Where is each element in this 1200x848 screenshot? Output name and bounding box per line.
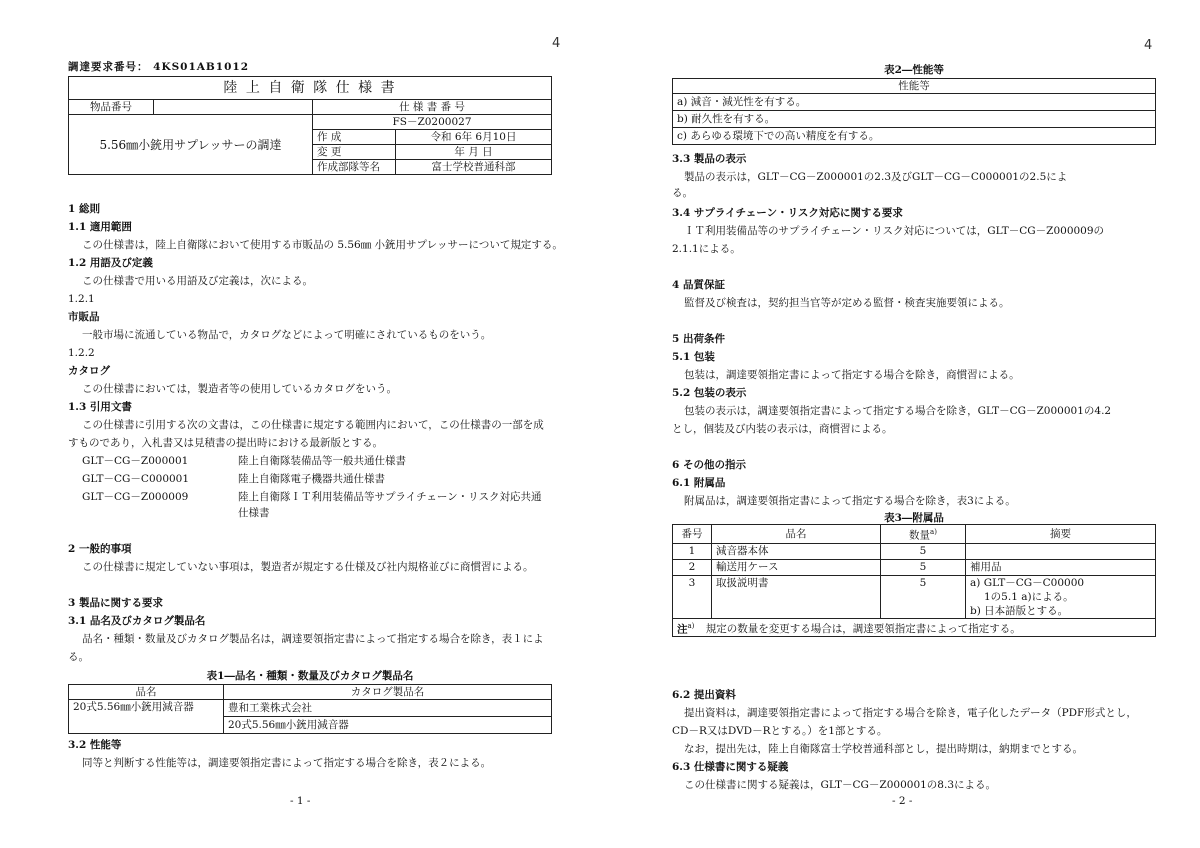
table-3-col-note: 摘要 xyxy=(966,525,1156,544)
dept-label: 作成部隊等名 xyxy=(313,160,396,175)
dept-name: 富士学校普通科部 xyxy=(396,160,552,175)
table-3-row-note xyxy=(966,543,1156,559)
table-3-row-no: 2 xyxy=(673,559,712,575)
section-2-heading: 2 一般的事項 xyxy=(68,543,132,555)
table-3-row-name: 輸送用ケース xyxy=(712,559,881,575)
reference-name: 陸上自衛隊電子機器共通仕様書 xyxy=(238,473,385,485)
section-3-2-text: 同等と判断する性能等は，調達要領指定書によって指定する場合を除き，表２による。 xyxy=(82,757,492,769)
changed-label: 変 更 xyxy=(313,145,396,160)
table-3-col-qty-label: 数量 xyxy=(909,529,931,542)
table-1 xyxy=(68,684,552,734)
section-1-1-heading: 1.1 適用範囲 xyxy=(68,221,132,233)
section-3-4-text-1: ＩＴ利用装備品等のサプライチェーン・リスク対応については，GLT－CG－Z000009の xyxy=(684,225,1105,237)
item-number-value xyxy=(154,100,313,115)
handwritten-page-mark: 4 xyxy=(552,36,561,51)
spec-title: 陸 上 自 衛 隊 仕 様 書 xyxy=(69,77,552,100)
section-6-2-text-1: 提出資料は，調達要領指定書によって指定する場合を除き，電子化したデータ（PDF形式とし， xyxy=(684,707,1137,719)
table-3-row-no: 3 xyxy=(673,575,712,618)
reference-name: 陸上自衛隊ＩＴ利用装備品等サプライチェーン・リスク対応共通 xyxy=(238,491,542,503)
section-6-2-text-3: なお，提出先は，陸上自衛隊富士学校普通科部とし，提出時期は，納期までとする。 xyxy=(684,743,1083,755)
table-3-col-qty-mark: a) xyxy=(930,528,937,536)
term-commercial-item-text: 一般市場に流通している物品で，カタログなどによって明確にされているものをいう。 xyxy=(82,329,492,341)
reference-code: GLT－CG－Z000001 xyxy=(82,455,189,467)
table-1-caption: 表1―品名・種類・数量及びカタログ製品名 xyxy=(206,670,414,682)
table-3-row-qty: 5 xyxy=(881,575,966,618)
table-3-footnote xyxy=(673,618,1156,637)
table-2-caption: 表2―性能等 xyxy=(884,64,944,76)
section-3-4-heading: 3.4 サプライチェーン・リスク対応に関する要求 xyxy=(672,207,903,219)
table-3-col-no: 番号 xyxy=(673,525,712,544)
reference-name-continued: 仕様書 xyxy=(238,507,270,519)
section-3-3-heading: 3.3 製品の表示 xyxy=(672,153,747,165)
section-5-1-text: 包装は，調達要領指定書によって指定する場合を除き，商慣習による。 xyxy=(684,369,1020,381)
handwritten-page-mark: 4 xyxy=(1144,38,1153,53)
table-3-row-no: 1 xyxy=(673,543,712,559)
reference-code: GLT－CG－Z000009 xyxy=(82,491,189,503)
section-1-1-text: この仕様書は，陸上自衛隊において使用する市販品の 5.56㎜ 小銃用サプレッサーについて規定する。 xyxy=(82,239,563,251)
section-6-1-text: 附属品は，調達要領指定書によって指定する場合を除き，表3による。 xyxy=(684,495,1016,507)
table-3-footnote-text: 規定の数量を変更する場合は，調達要領指定書によって指定する。 xyxy=(705,623,1021,635)
section-5-2-text-1: 包装の表示は，調達要領指定書によって指定する場合を除き，GLT－CG－Z000001の4.2 xyxy=(684,405,1112,417)
procurement-number: 調達要求番号： 4KS01AB1012 xyxy=(68,61,250,73)
reference-name: 陸上自衛隊装備品等一般共通仕様書 xyxy=(238,455,406,467)
section-3-heading: 3 製品に関する要求 xyxy=(68,597,163,609)
created-date: 令和 6年 6月10日 xyxy=(396,130,552,145)
table-3-note-line: 1の5.1 a)による。 xyxy=(984,590,1074,603)
reference-code: GLT－CG－C000001 xyxy=(82,473,190,485)
table-1-col-item: 品名 xyxy=(69,685,224,700)
section-3-3-text: 製品の表示は，GLT－CG－Z000001の2.3及びGLT－CG－C000001の2.5によ xyxy=(684,171,1068,183)
section-1-3-text-2: すものであり，入札書又は見積書の提出時における最新版とする。 xyxy=(68,437,383,449)
page-2 xyxy=(600,0,1200,848)
section-6-3-heading: 6.3 仕様書に関する疑義 xyxy=(672,761,789,773)
section-6-3-text: この仕様書に関する疑義は，GLT－CG－Z000001の8.3による。 xyxy=(684,779,997,791)
table-3-col-name: 品名 xyxy=(712,525,881,544)
section-1-3-text-1: この仕様書に引用する次の文書は，この仕様書に規定する範囲内において，この仕様書の一部を成 xyxy=(82,419,544,431)
section-5-2-text-2: とし，個装及び内装の表示は，商慣習による。 xyxy=(672,423,893,435)
section-5-heading: 5 出荷条件 xyxy=(672,333,725,345)
table-3-note-line: a) GLT－CG－C00000 xyxy=(970,576,1085,589)
table-3-footnote-mark: a) xyxy=(687,621,695,630)
table-3-row-name: 取扱説明書 xyxy=(712,575,881,618)
table-1-col-catalog: カタログ製品名 xyxy=(224,685,552,700)
section-1-2-1-number: 1.2.1 xyxy=(68,293,95,305)
term-catalog-text: この仕様書においては，製造者等の使用しているカタログをいう。 xyxy=(82,383,397,395)
spec-number: FS－Z0200027 xyxy=(313,115,552,130)
table-3-row-qty: 5 xyxy=(881,543,966,559)
table-3-row-name: 減音器本体 xyxy=(712,543,881,559)
table-3-row-note: 補用品 xyxy=(966,559,1156,575)
item-name: 5.56㎜小銃用サプレッサーの調達 xyxy=(69,115,313,175)
section-3-1-text-2: る。 xyxy=(68,651,89,663)
table-3-col-qty xyxy=(881,525,966,544)
table-3 xyxy=(672,524,1156,637)
section-1-3-heading: 1.3 引用文書 xyxy=(68,401,132,413)
section-1-2-2-number: 1.2.2 xyxy=(68,347,95,359)
section-1-heading: 1 総則 xyxy=(68,203,100,215)
table-2-header: 性能等 xyxy=(673,79,1156,94)
section-6-heading: 6 その他の指示 xyxy=(672,459,746,471)
table-2 xyxy=(672,78,1156,145)
section-6-1-heading: 6.1 附属品 xyxy=(672,477,726,489)
table-3-row-qty: 5 xyxy=(881,559,966,575)
table-1-maker: 豊和工業株式会社 xyxy=(224,700,552,717)
table-2-row: a) 減音・減光性を有する。 xyxy=(673,94,1156,111)
section-3-1-heading: 3.1 品名及びカタログ製品名 xyxy=(68,615,206,627)
page-number: - 1 - xyxy=(290,795,311,807)
table-3-note-line: b) 日本語版とする。 xyxy=(970,604,1069,617)
spec-header-table xyxy=(68,76,552,175)
table-3-row-note xyxy=(966,575,1156,618)
section-5-2-heading: 5.2 包装の表示 xyxy=(672,387,747,399)
spec-number-label: 仕 様 書 番 号 xyxy=(313,100,552,115)
section-6-2-heading: 6.2 提出資料 xyxy=(672,689,736,701)
term-commercial-item: 市販品 xyxy=(68,311,100,323)
section-2-text: この仕様書に規定していない事項は，製造者が規定する仕様及び社内規格並びに商慣習による。 xyxy=(82,561,534,573)
table-3-caption: 表3―附属品 xyxy=(884,512,944,524)
section-5-1-heading: 5.1 包装 xyxy=(672,351,715,363)
section-3-4-text-2: 2.1.1による。 xyxy=(672,243,741,255)
page-number: - 2 - xyxy=(892,795,913,807)
section-6-2-text-2: CD－R又はDVD－Rとする。）を1部とする。 xyxy=(672,725,888,737)
table-1-item-name: 20式5.56㎜小銃用減音器 xyxy=(69,700,224,734)
term-catalog: カタログ xyxy=(68,365,110,377)
item-number-label: 物品番号 xyxy=(69,100,154,115)
table-3-footnote-label: 注 xyxy=(677,623,688,635)
section-1-2-text: この仕様書で用いる用語及び定義は，次による。 xyxy=(82,275,313,287)
table-2-row: c) あらゆる環境下での高い精度を有する。 xyxy=(673,128,1156,145)
created-label: 作 成 xyxy=(313,130,396,145)
section-3-1-text-1: 品名・種類・数量及びカタログ製品名は，調達要領指定書によって指定する場合を除き，表１によ xyxy=(82,633,544,645)
section-4-heading: 4 品質保証 xyxy=(672,279,725,291)
changed-date: 年 月 日 xyxy=(396,145,552,160)
section-4-text: 監督及び検査は，契約担当官等が定める監督・検査実施要領による。 xyxy=(684,297,1010,309)
section-3-3-text-2: る。 xyxy=(672,187,693,199)
section-1-2-heading: 1.2 用語及び定義 xyxy=(68,257,153,269)
section-3-2-heading: 3.2 性能等 xyxy=(68,739,122,751)
table-2-row: b) 耐久性を有する。 xyxy=(673,111,1156,128)
table-1-product: 20式5.56㎜小銃用減音器 xyxy=(224,717,552,734)
